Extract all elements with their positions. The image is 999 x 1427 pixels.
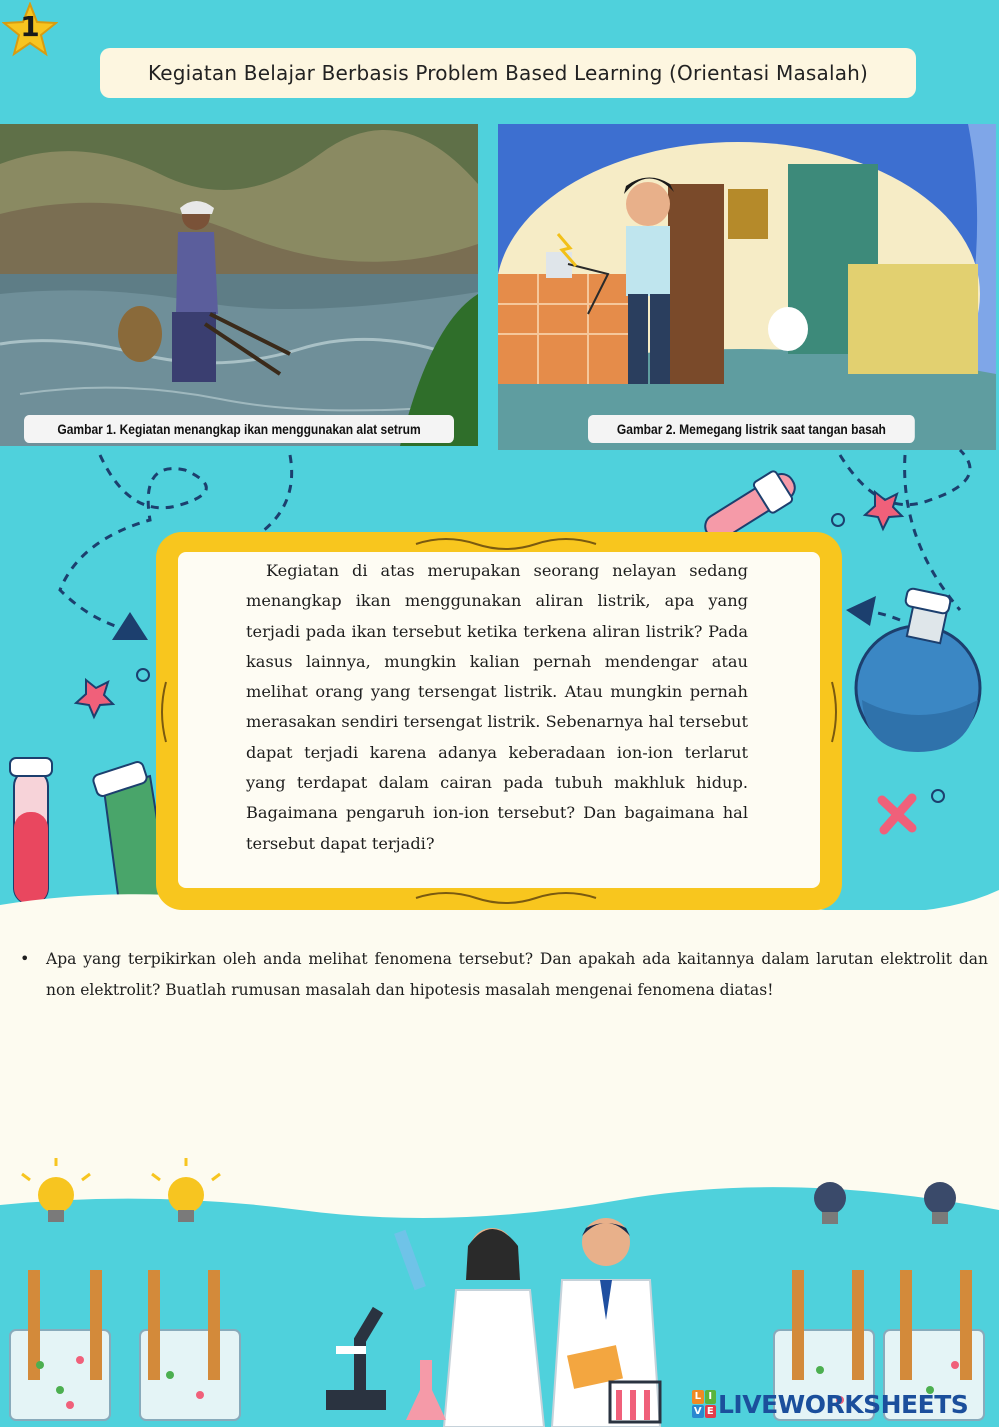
page-number: 1	[20, 10, 40, 43]
figure-2-photo	[498, 124, 996, 450]
liveworksheets-logo	[692, 1386, 968, 1422]
bullet-icon: •	[20, 949, 30, 968]
page-title: Kegiatan Belajar Berbasis Problem Based Learning (Orientasi Masalah)	[100, 48, 916, 98]
liveworksheets-wordmark: LIVEWORKSHEETS	[718, 1389, 969, 1419]
figure-1-photo	[0, 124, 478, 446]
figure-1-caption: Gambar 1. Kegiatan menangkap ikan menggunakan alat setrum	[24, 415, 454, 443]
figure-2-caption: Gambar 2. Memegang listrik saat tangan basah	[588, 415, 915, 443]
question-text: Apa yang terpikirkan oleh anda melihat fenomena tersebut? Dan apakah ada kaitannya dalam larutan elektrolit dan non elektrolit? Buatlah rumusan masalah dan hipotesis masalah mengenai fenomena diatas!	[46, 950, 988, 999]
question-item	[20, 944, 988, 1005]
page-number-badge	[2, 2, 58, 58]
story-paragraph: Kegiatan di atas merupakan seorang nelayan sedang menangkap ikan menggunakan aliran listrik, apa yang terjadi pada ikan tersebut ketika terkena aliran listrik? Pada kasus lainnya, mungkin kalian pernah mendengar atau melihat orang yang tersengat listrik. Atau mungkin pernah merasakan sendiri tersengat listrik. Sebenarnya hal tersebut dapat terjadi karena adanya keberadaan ion-ion terlarut yang terdapat dalam cairan pada tubuh makhluk hidup. Bagaimana pengaruh ion-ion tersebut? Dan bagaimana hal tersebut dapat terjadi?	[246, 561, 748, 853]
liveworksheets-mark-icon: L I V E	[692, 1390, 716, 1418]
